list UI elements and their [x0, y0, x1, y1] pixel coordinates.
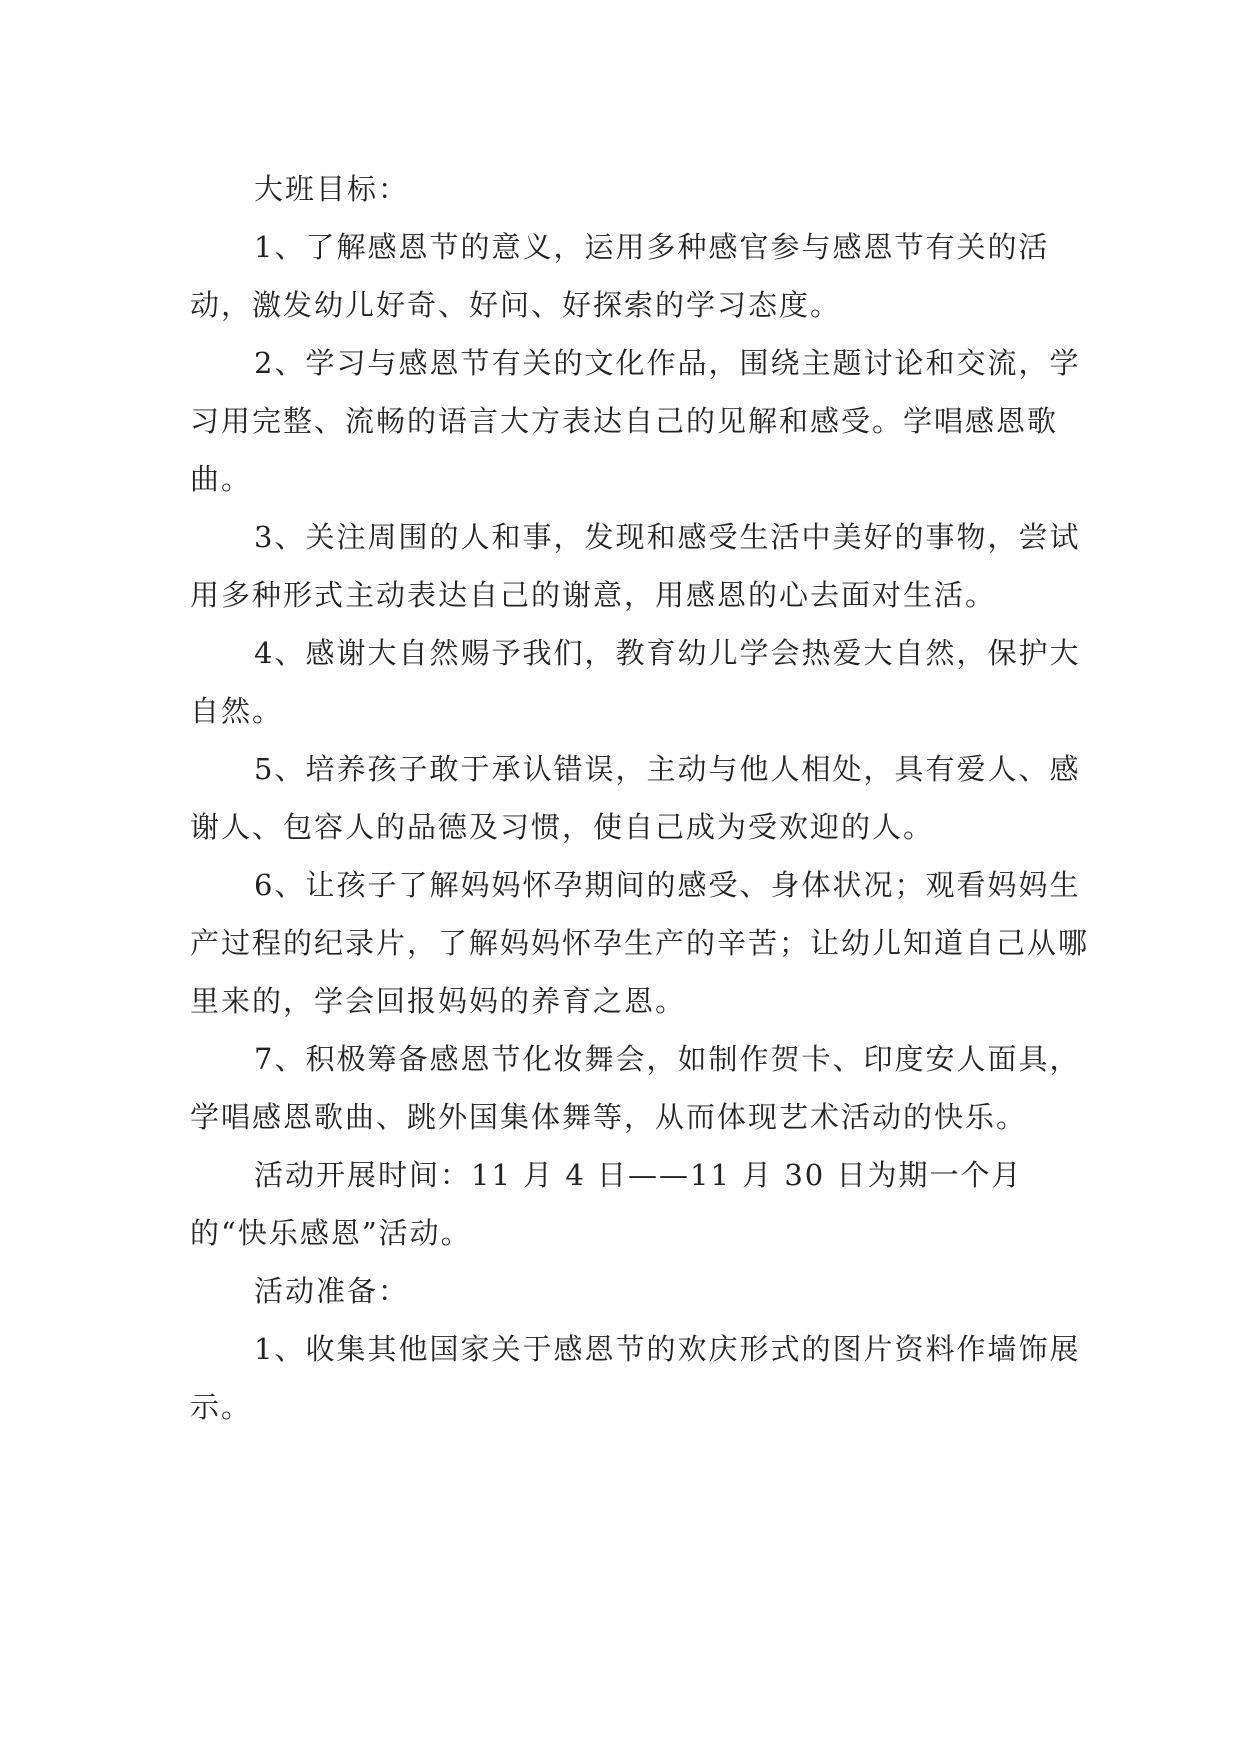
goal-item-2: 2、学习与感恩节有关的文化作品，围绕主题讨论和交流，学习用完整、流畅的语言大方表达自己的见解和感受。学唱感恩歌曲。 — [190, 346, 1081, 496]
activity-time: 活动开展时间：11 月 4 日——11 月 30 日为期一个月的“快乐感恩”活动。 — [190, 1158, 1023, 1250]
document-body — [190, 160, 1090, 1436]
goal-item-5: 5、培养孩子敢于承认错误，主动与他人相处，具有爱人、感谢人、包容人的品德及习惯，使自己成为受欢迎的人。 — [190, 752, 1081, 844]
heading-activity-preparation: 活动准备： — [254, 1274, 410, 1308]
goal-item-4: 4、感谢大自然赐予我们，教育幼儿学会热爱大自然，保护大自然。 — [190, 636, 1081, 728]
preparation-item-1: 1、收集其他国家关于感恩节的欢庆形式的图片资料作墙饰展示。 — [190, 1332, 1081, 1424]
goal-item-1: 1、了解感恩节的意义，运用多种感官参与感恩节有关的活动，激发幼儿好奇、好问、好探索的学习态度。 — [190, 230, 1050, 322]
goal-item-3: 3、关注周围的人和事，发现和感受生活中美好的事物，尝试用多种形式主动表达自己的谢意，用感恩的心去面对生活。 — [190, 520, 1081, 612]
goal-item-6: 6、让孩子了解妈妈怀孕期间的感受、身体状况；观看妈妈生产过程的纪录片，了解妈妈怀孕生产的辛苦；让幼儿知道自己从哪里来的，学会回报妈妈的养育之恩。 — [190, 868, 1090, 1018]
goal-item-7: 7、积极筹备感恩节化妆舞会，如制作贺卡、印度安人面具，学唱感恩歌曲、跳外国集体舞等，从而体现艺术活动的快乐。 — [190, 1042, 1081, 1134]
heading-class-goals: 大班目标： — [254, 172, 410, 206]
